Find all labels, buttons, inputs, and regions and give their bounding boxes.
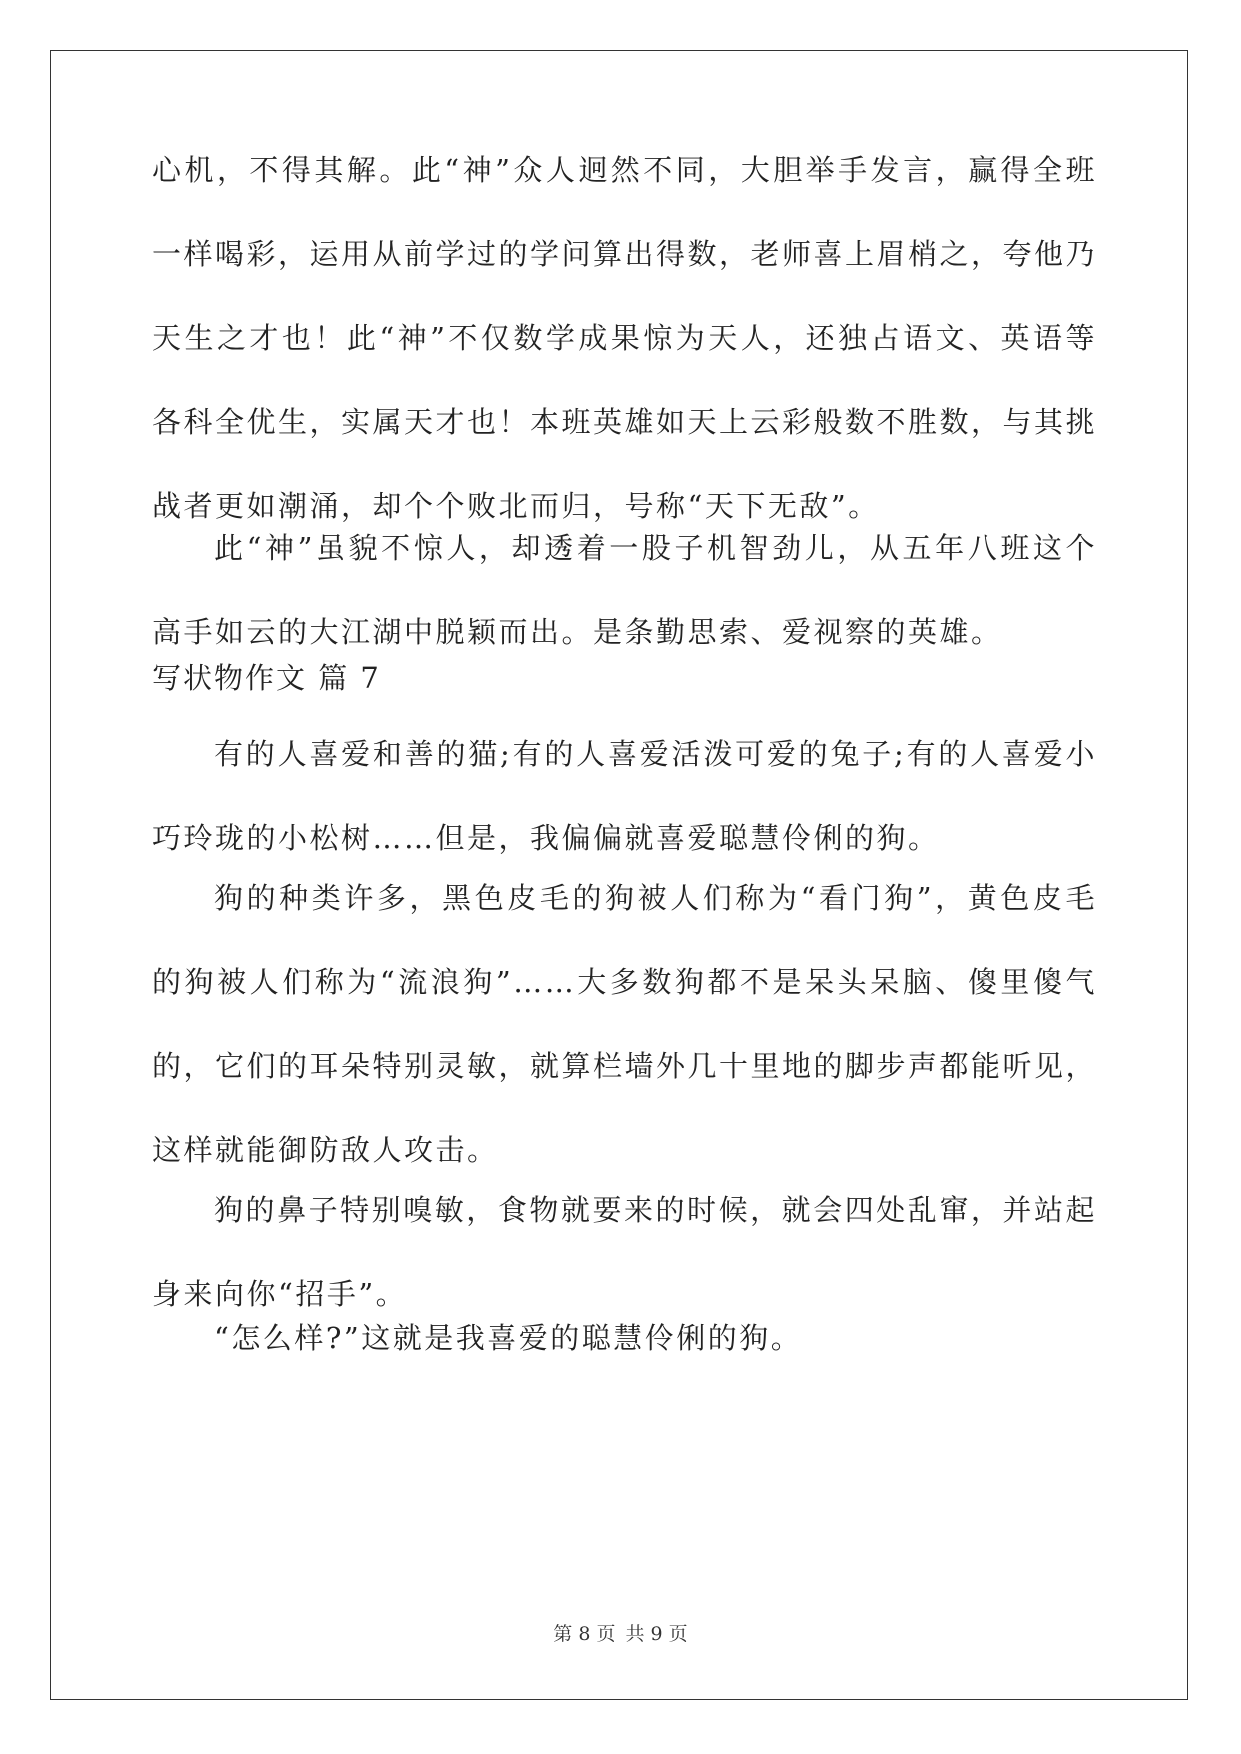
page-footer bbox=[0, 1622, 1241, 1646]
paragraph-dog-types: 狗的种类许多，黑色皮毛的狗被人们称为“看门狗”，黄色皮毛的狗被人们称为“流浪狗”……大多数狗都不是呆头呆脑、傻里傻气的，它们的耳朵特别灵敏，就算栏墙外几十里地的脚步声都能听见，这样就能御防敌人攻击。 bbox=[152, 881, 1098, 1167]
page-number: 第 8 页 bbox=[553, 1623, 616, 1645]
paragraph-closing: “怎么样?”这就是我喜爱的聪慧伶俐的狗。 bbox=[214, 1321, 803, 1355]
paragraph-hero-summary: 此“神”虽貌不惊人，却透着一股子机智劲儿，从五年八班这个高手如云的大江湖中脱颖而出。是条勤思索、爱视察的英雄。 bbox=[152, 531, 1097, 649]
section-heading: 写状物作文 篇 7 bbox=[152, 661, 381, 695]
paragraph-intro: 有的人喜爱和善的猫;有的人喜爱活泼可爱的兔子;有的人喜爱小巧玲珑的小松树……但是，我偏偏就喜爱聪慧伶俐的狗。 bbox=[152, 737, 1097, 855]
paragraph-continuation: 心机，不得其解。此“神”众人迥然不同，大胆举手发言，赢得全班一样喝彩，运用从前学过的学问算出得数，老师喜上眉梢之，夸他乃天生之才也！此“神”不仅数学成果惊为天人，还独占语文、英语等各科全优生，实属天才也！本班英雄如天上云彩般数不胜数，与其挑战者更如潮涌，却个个败北而归，号称“天下无敌”。 bbox=[152, 153, 1098, 523]
paragraph-dog-nose: 狗的鼻子特别嗅敏，食物就要来的时候，就会四处乱窜，并站起身来向你“招手”。 bbox=[152, 1193, 1097, 1311]
page-total: 共 9 页 bbox=[625, 1623, 688, 1645]
